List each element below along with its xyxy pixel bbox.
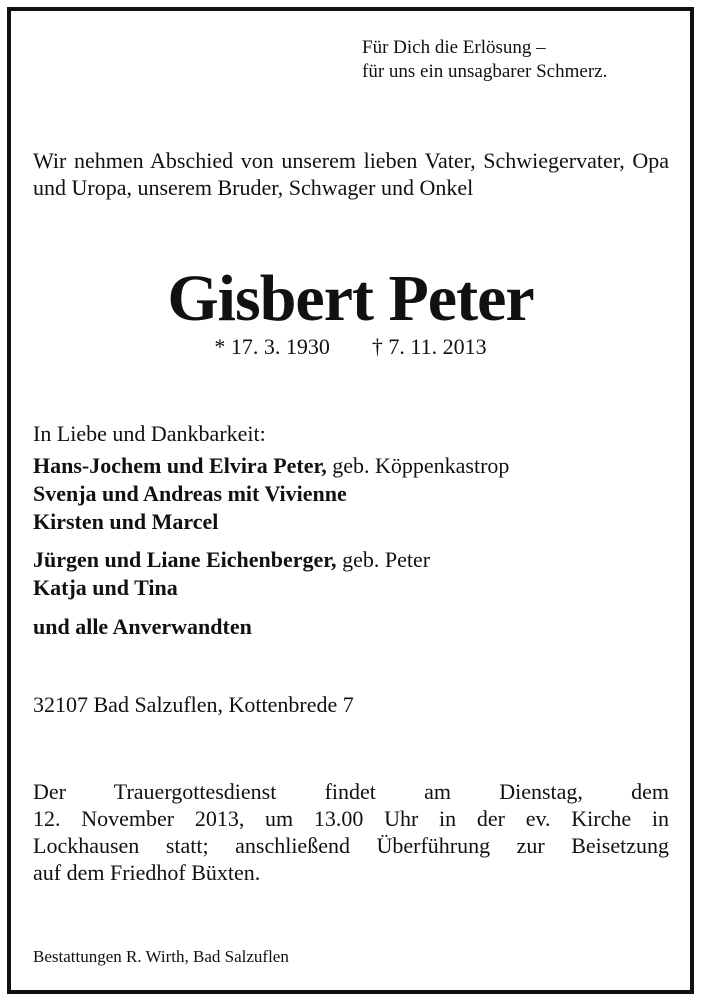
- mourner-line: [33, 452, 509, 480]
- mourner-name: Katja und Tina: [33, 575, 178, 600]
- funeral-home: Bestattungen R. Wirth, Bad Salzuflen: [33, 947, 289, 966]
- mourners-list: [33, 452, 509, 641]
- mourner-line: [33, 574, 509, 602]
- mourner-name: Jürgen und Liane Eichenberger,: [33, 547, 337, 572]
- intro-text: Wir nehmen Abschied von unserem lieben Vater, Schwiegervater, Opa und Uropa, unserem Bruder, Schwager und Onkel: [33, 148, 669, 200]
- mourner-maiden-name: geb. Köppenkastrop: [326, 453, 510, 478]
- address: 32107 Bad Salzuflen, Kottenbrede 7: [33, 692, 354, 717]
- mourner-line: [33, 508, 509, 536]
- mourner-maiden-name: geb. Peter: [336, 547, 431, 572]
- service-line: Der Trauergottesdienst findet am Dienstag, dem: [33, 779, 669, 804]
- deceased-name: Gisbert Peter: [167, 262, 534, 335]
- mourner-line: [33, 546, 509, 574]
- motto-line-2: für uns ein unsagbarer Schmerz.: [362, 61, 608, 82]
- service-info: [33, 778, 669, 886]
- mourner-name: und alle Anverwandten: [33, 614, 252, 639]
- birth-date: * 17. 3. 1930: [214, 334, 330, 359]
- service-line: Lockhausen statt; anschließend Überführung zur Beisetzung: [33, 833, 669, 858]
- life-dates: [0, 334, 701, 360]
- mourners-intro: In Liebe und Dankbarkeit:: [33, 421, 266, 446]
- service-line: auf dem Friedhof Büxten.: [33, 860, 261, 885]
- mourner-line: [33, 480, 509, 508]
- death-date: † 7. 11. 2013: [371, 334, 487, 359]
- service-line: 12. November 2013, um 13.00 Uhr in der ev. Kirche in: [33, 806, 669, 831]
- motto-line-1: Für Dich die Erlösung –: [362, 37, 546, 58]
- motto: [362, 36, 607, 84]
- mourner-name: Kirsten und Marcel: [33, 509, 219, 534]
- mourner-line: [33, 613, 509, 641]
- mourner-name: Svenja und Andreas mit Vivienne: [33, 481, 347, 506]
- mourner-name: Hans-Jochem und Elvira Peter,: [33, 453, 327, 478]
